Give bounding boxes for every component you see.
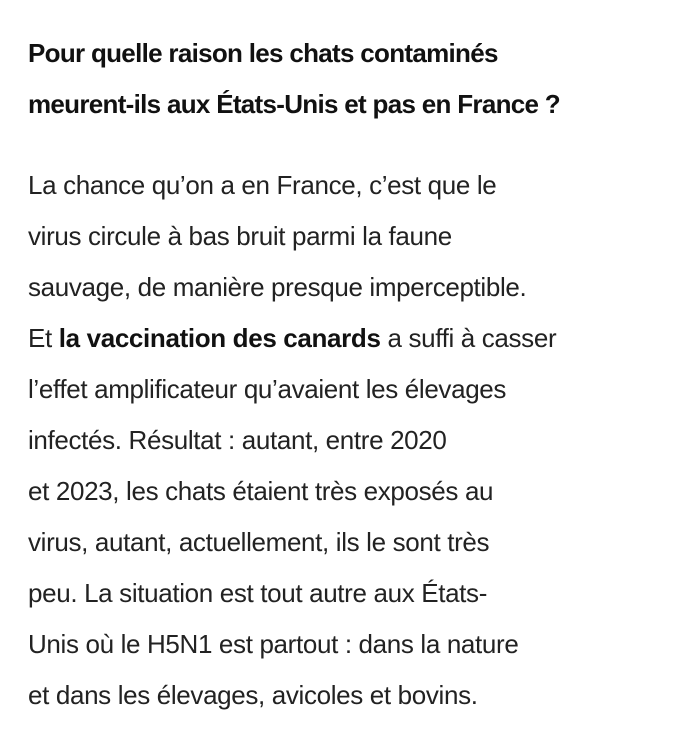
answer-line: virus circule à bas bruit parmi la faune [28,221,452,251]
answer-emphasis: la vaccination des canards [58,323,381,353]
interview-answer [28,160,668,721]
answer-line: l’effet amplificateur qu’avaient les élevages [28,374,507,404]
answer-line: Unis où le H5N1 est partout : dans la nature [28,629,519,659]
interview-question [28,28,668,130]
answer-line: La chance qu’on a en France, c’est que le [28,170,497,200]
question-line-1: Pour quelle raison les chats contaminés [28,38,498,68]
answer-line: et 2023, les chats étaient très exposés au [28,476,494,506]
answer-line: sauvage, de manière presque imperceptible. [28,272,527,302]
question-line-2: meurent-ils aux États-Unis et pas en France ? [28,89,560,119]
answer-text: Et [28,323,59,353]
answer-line: virus, autant, actuellement, ils le sont très [28,527,490,557]
answer-line: et dans les élevages, avicoles et bovins. [28,680,478,710]
answer-text: a suffi à casser [380,323,557,353]
article [28,28,668,721]
answer-line: peu. La situation est tout autre aux États- [28,578,488,608]
answer-line: infectés. Résultat : autant, entre 2020 [28,425,447,455]
